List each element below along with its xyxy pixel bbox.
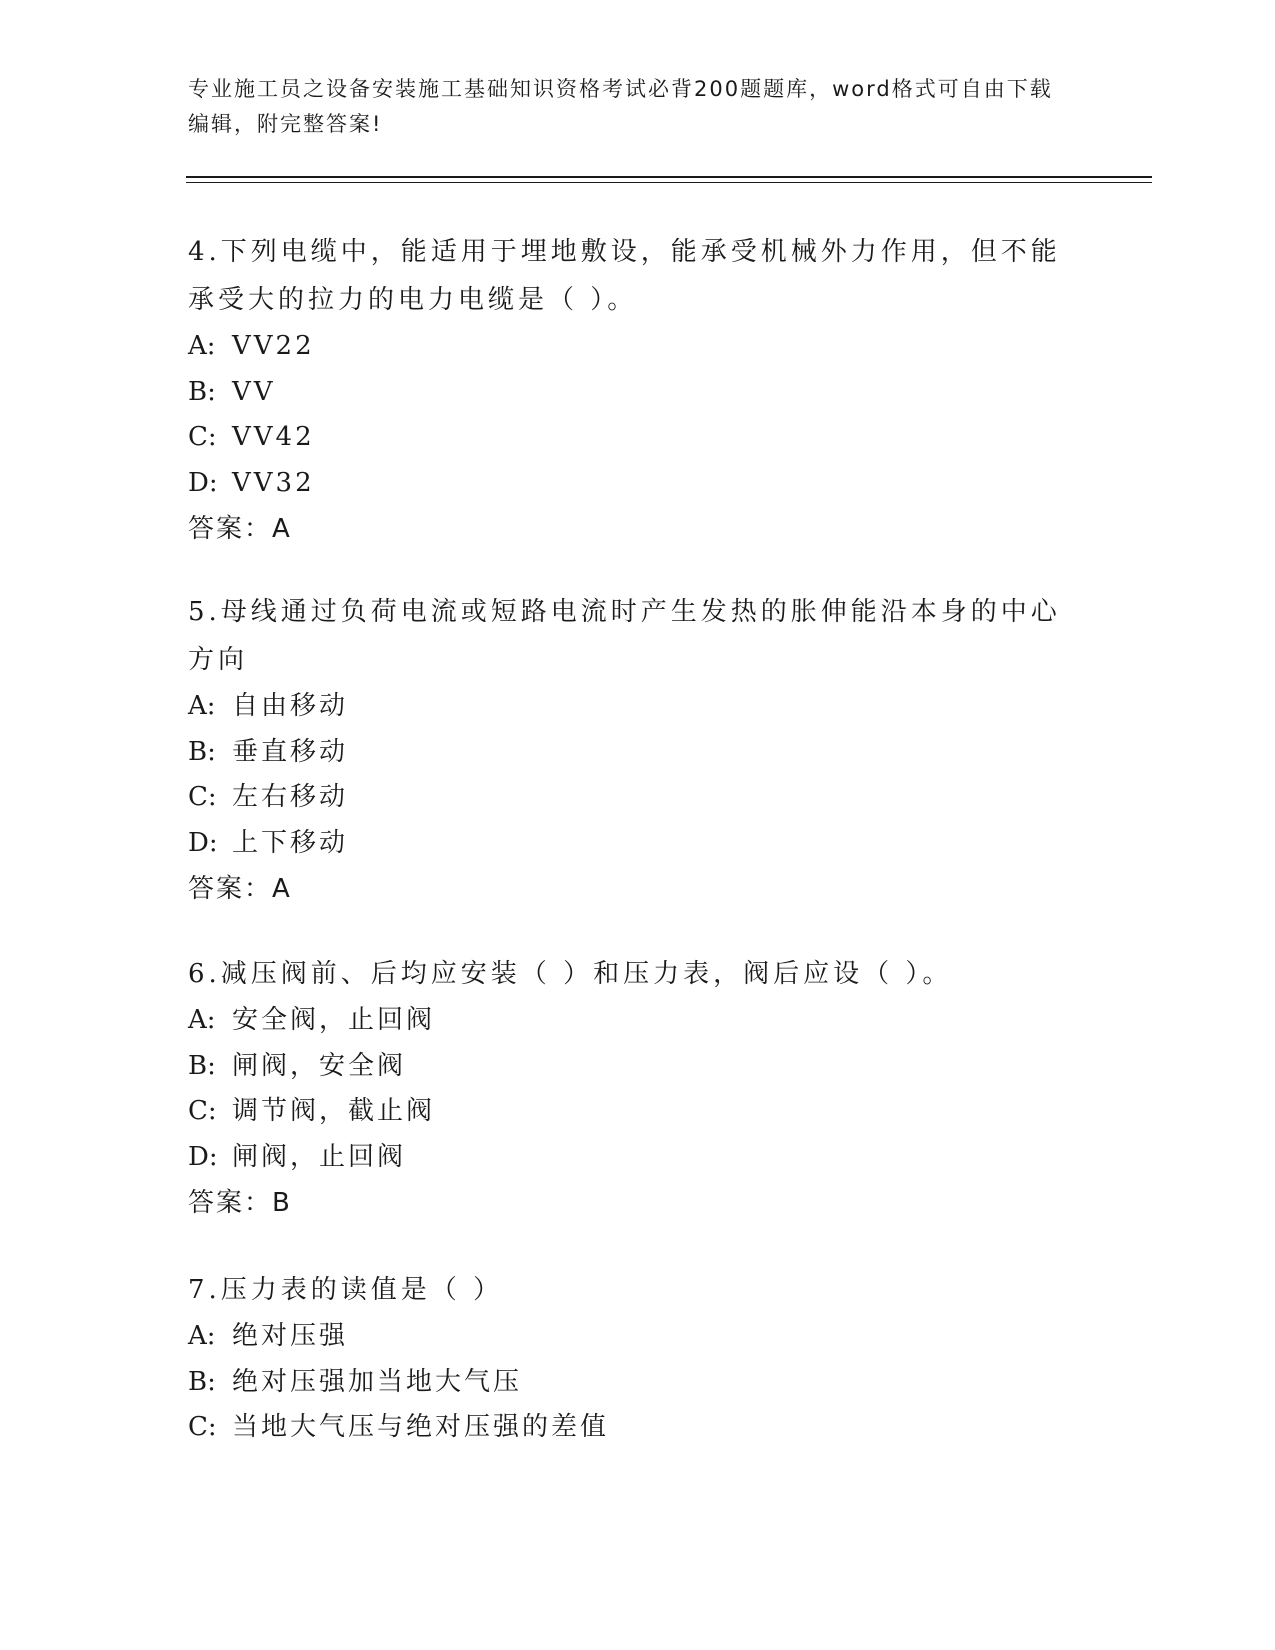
option-text: VV32 bbox=[232, 467, 315, 498]
question-text: 5.母线通过负荷电流或短路电流时产生发热的胀伸能沿本身的中心方向 bbox=[188, 597, 1061, 675]
option-b bbox=[188, 730, 1068, 776]
option-letter: A: bbox=[188, 1321, 216, 1351]
option-letter: B: bbox=[188, 1050, 216, 1081]
option-d bbox=[188, 821, 1068, 867]
option-text: VV22 bbox=[232, 331, 315, 361]
option-text: 安全阀，止回阀 bbox=[232, 1005, 436, 1035]
option-d bbox=[188, 461, 1068, 507]
option-a bbox=[188, 324, 1068, 370]
option-text: 调节阀，截止阀 bbox=[232, 1096, 436, 1126]
question-text: 6.减压阀前、后均应安装（ ）和压力表，阀后应设（ ）。 bbox=[188, 959, 953, 989]
option-letter: A: bbox=[188, 1005, 216, 1035]
option-c bbox=[188, 1089, 1068, 1135]
question-text: 4.下列电缆中，能适用于埋地敷设，能承受机械外力作用，但不能承受大的拉力的电力电缆是（ ）。 bbox=[188, 237, 1061, 315]
option-letter: D: bbox=[188, 1141, 218, 1172]
option-text: 上下移动 bbox=[232, 827, 349, 858]
option-text: 绝对压强加当地大气压 bbox=[232, 1366, 523, 1397]
question-4 bbox=[188, 228, 1068, 552]
option-b bbox=[188, 370, 1068, 416]
option-letter: C: bbox=[188, 1096, 217, 1126]
option-text: 自由移动 bbox=[232, 691, 349, 721]
question-text: 7.压力表的读值是（ ） bbox=[188, 1275, 504, 1305]
question-7 bbox=[188, 1266, 1068, 1451]
option-b bbox=[188, 1360, 1068, 1406]
option-letter: C: bbox=[188, 782, 217, 812]
option-text: 当地大气压与绝对压强的差值 bbox=[232, 1412, 610, 1442]
option-d bbox=[188, 1135, 1068, 1181]
option-a bbox=[188, 684, 1068, 730]
option-a bbox=[188, 1314, 1068, 1360]
option-letter: D: bbox=[188, 467, 218, 498]
option-text: VV bbox=[232, 376, 276, 407]
answer: 答案：A bbox=[188, 874, 292, 904]
option-letter: C: bbox=[188, 422, 217, 452]
option-letter: A: bbox=[188, 331, 216, 361]
option-c bbox=[188, 415, 1068, 461]
question-6 bbox=[188, 950, 1068, 1226]
option-a bbox=[188, 998, 1068, 1044]
option-text: 闸阀，止回阀 bbox=[232, 1141, 407, 1172]
option-text: 垂直移动 bbox=[232, 736, 349, 767]
answer: 答案：A bbox=[188, 514, 292, 544]
option-letter: B: bbox=[188, 376, 216, 407]
option-letter: B: bbox=[188, 736, 216, 767]
answer: 答案：B bbox=[188, 1188, 292, 1218]
option-b bbox=[188, 1044, 1068, 1090]
header-divider-thin bbox=[186, 182, 1152, 183]
option-c bbox=[188, 1405, 1068, 1451]
document-header: 专业施工员之设备安装施工基础知识资格考试必背200题题库，word格式可自由下载编辑，附完整答案! bbox=[188, 77, 1053, 136]
question-5 bbox=[188, 588, 1068, 912]
option-text: 左右移动 bbox=[232, 782, 349, 812]
option-c bbox=[188, 775, 1068, 821]
option-text: VV42 bbox=[232, 422, 315, 452]
option-text: 闸阀，安全阀 bbox=[232, 1050, 407, 1081]
header-divider-thick bbox=[186, 176, 1152, 178]
option-text: 绝对压强 bbox=[232, 1321, 349, 1351]
option-letter: B: bbox=[188, 1366, 216, 1397]
option-letter: C: bbox=[188, 1412, 217, 1442]
option-letter: D: bbox=[188, 827, 218, 858]
option-letter: A: bbox=[188, 691, 216, 721]
